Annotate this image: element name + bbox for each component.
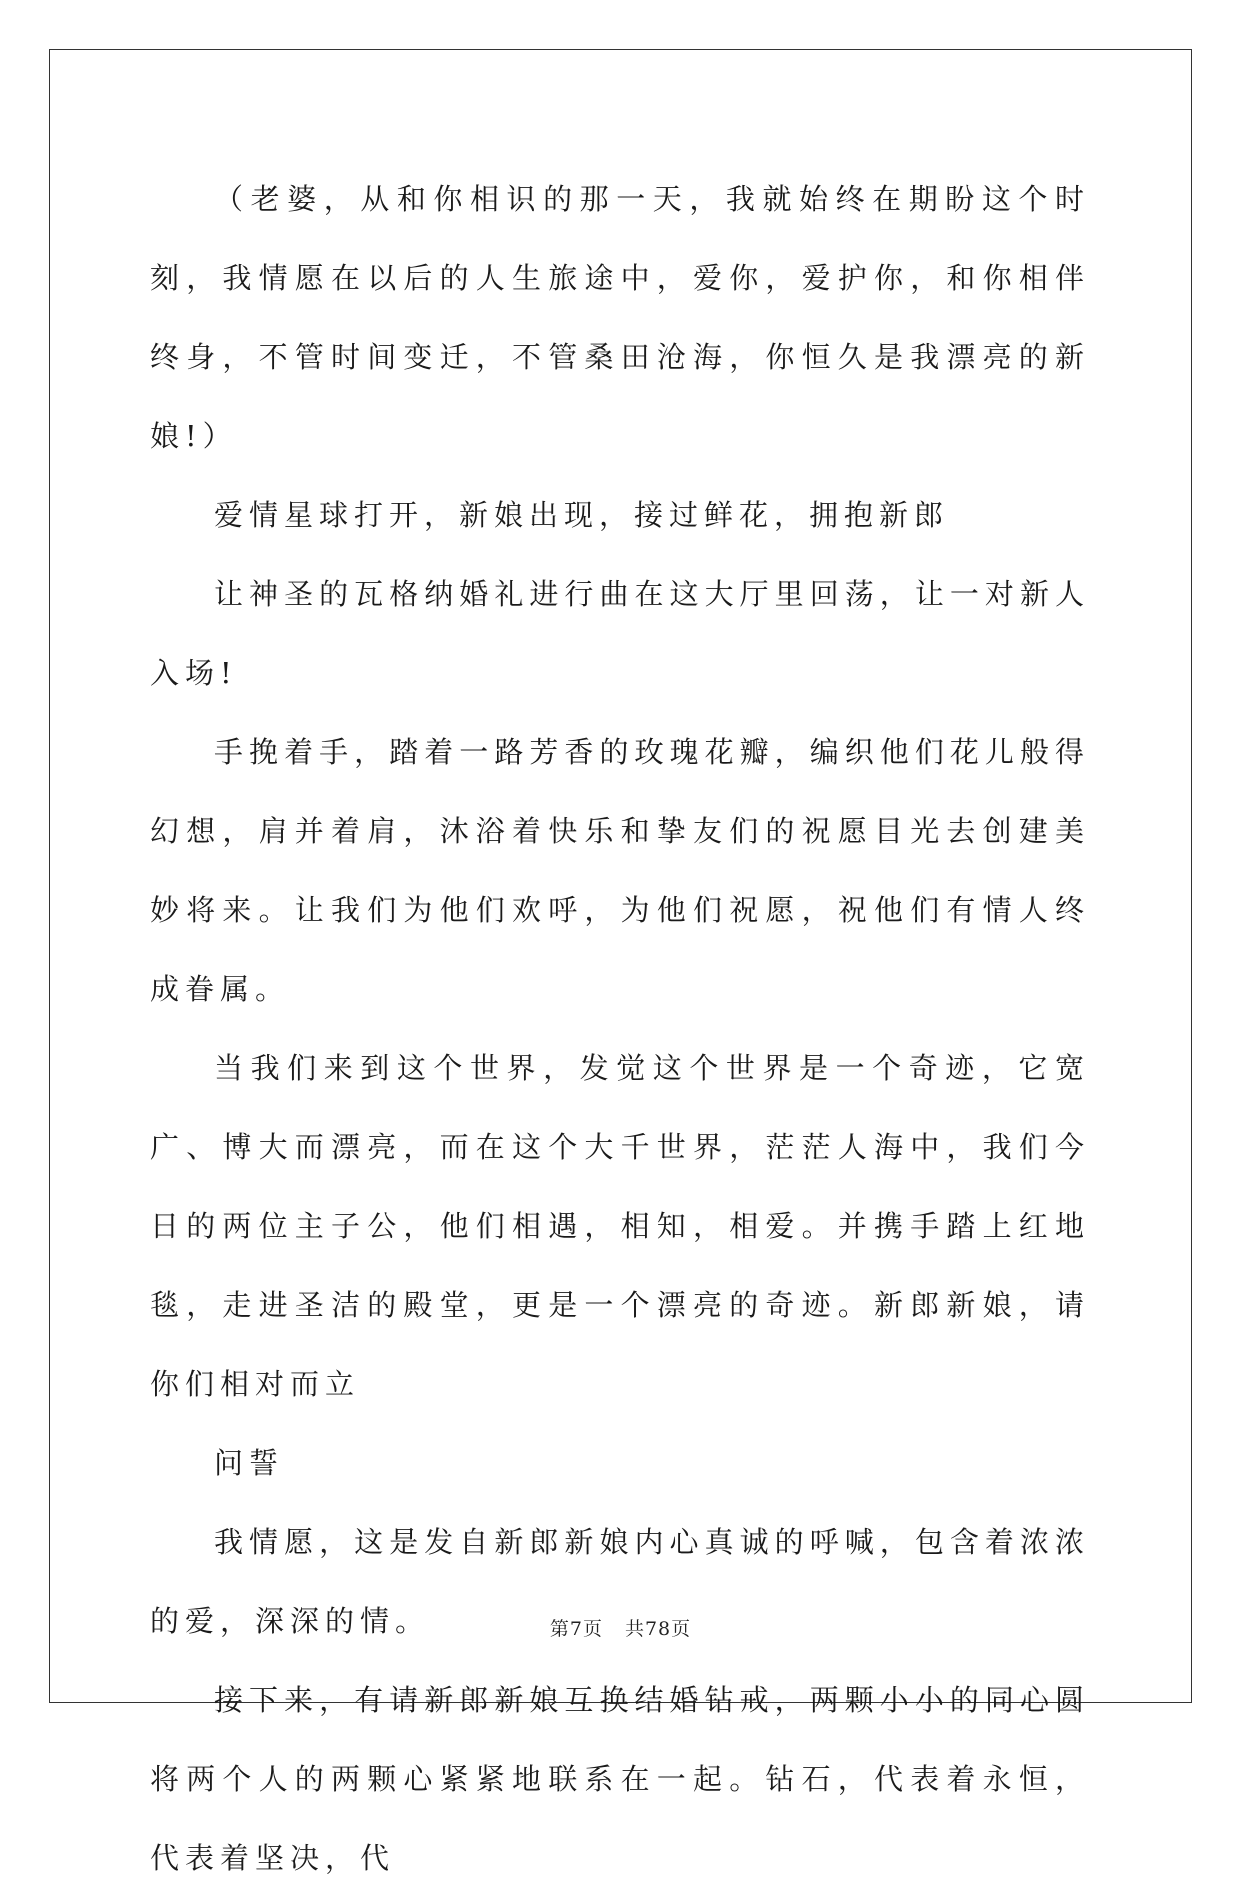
paragraph: 手挽着手，踏着一路芳香的玫瑰花瓣，编织他们花儿般得幻想，肩并着肩，沐浴着快乐和挚友们的祝愿目光去创建美妙将来。让我们为他们欢呼，为他们祝愿，祝他们有情人终成眷属。 <box>150 735 1090 1006</box>
paragraph: 让神圣的瓦格纳婚礼进行曲在这大厅里回荡，让一对新人入场! <box>150 577 1090 690</box>
paragraph: 当我们来到这个世界，发觉这个世界是一个奇迹，它宽广、博大而漂亮，而在这个大千世界，茫茫人海中，我们今日的两位主子公，他们相遇，相知，相爱。并携手踏上红地毯，走进圣洁的殿堂，更是一个漂亮的奇迹。新郎新娘，请你们相对而立 <box>150 1051 1090 1401</box>
page-footer <box>0 1614 1241 1641</box>
page-total: 共78页 <box>624 1618 692 1640</box>
page-number: 第7页 <box>549 1618 603 1640</box>
paragraph: 我情愿，这是发自新郎新娘内心真诚的呼喊，包含着浓浓的爱，深深的情。 <box>150 1525 1090 1638</box>
paragraph: 接下来，有请新郎新娘互换结婚钻戒，两颗小小的同心圆将两个人的两颗心紧紧地联系在一起。钻石，代表着永恒，代表着坚决，代 <box>150 1683 1090 1875</box>
paragraph: 问誓 <box>214 1446 285 1480</box>
paragraph: （老婆，从和你相识的那一天，我就始终在期盼这个时刻，我情愿在以后的人生旅途中，爱你，爱护你，和你相伴终身，不管时间变迁，不管桑田沧海，你恒久是我漂亮的新娘!） <box>150 182 1090 453</box>
paragraph: 爱情星球打开，新娘出现，接过鲜花，拥抱新郎 <box>214 498 950 532</box>
